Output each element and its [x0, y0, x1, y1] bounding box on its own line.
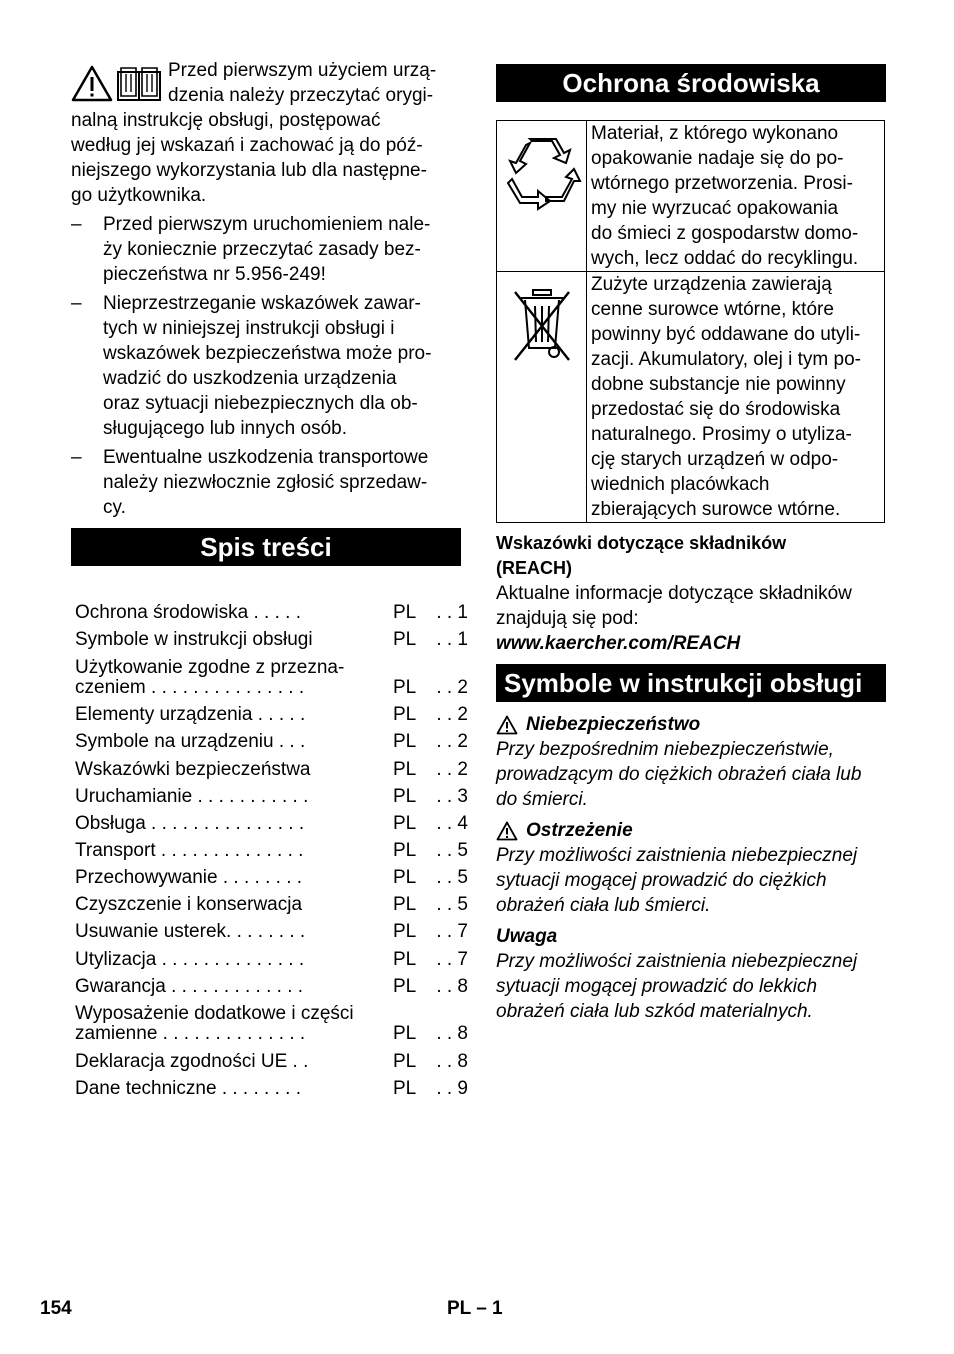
toc-entry[interactable]	[71, 657, 468, 699]
bullet-line: Nieprzestrzeganie wskazówek zawar-	[103, 293, 421, 314]
environment-line: cenne surowce wtórne, które	[591, 299, 834, 320]
toc-entry[interactable]	[71, 1051, 468, 1072]
intro-line: go użytkownika.	[71, 185, 207, 206]
table-row	[497, 272, 885, 523]
right-column	[496, 64, 886, 1024]
bullet-line: ży koniecznie przeczytać zasady bez-	[103, 239, 421, 260]
toc-entry-title: Przechowywanie . . . . . . . .	[75, 867, 303, 888]
toc-entry-lang: PL	[393, 976, 417, 997]
reach-text-line: Aktualne informacje dotyczące składników	[496, 583, 852, 604]
toc-entry[interactable]	[71, 949, 468, 970]
toc-entry-title: Utylizacja . . . . . . . . . . . . . .	[75, 949, 305, 970]
toc-entry[interactable]	[71, 813, 468, 834]
environment-line: cję starych urządzeń w odpo-	[591, 449, 839, 470]
bullet-item	[71, 212, 461, 287]
symbol-line: obrażeń ciała lub szkód materialnych.	[496, 1001, 813, 1022]
environment-line: zbierających surowce wtórne.	[591, 499, 841, 520]
toc-entry-title: Usuwanie usterek. . . . . . . .	[75, 921, 306, 942]
toc-entry-page: . . 4	[436, 813, 468, 834]
toc-entry-title: Symbole w instrukcji obsługi	[75, 629, 313, 650]
symbol-line: Przy możliwości zaistnienia niebezpiecznej	[496, 845, 858, 866]
toc-entry[interactable]	[71, 894, 468, 915]
symbol-item	[496, 818, 886, 918]
environment-line: opakowanie nadaje się do po-	[591, 148, 844, 169]
toc-entry-title: Uruchamianie . . . . . . . . . . .	[75, 786, 309, 807]
toc-entry-lang: PL	[393, 629, 417, 650]
toc-entry-page: . . 1	[436, 629, 468, 650]
symbol-line: sytuacji mogącej prowadzić do ciężkich	[496, 870, 827, 891]
recycle-icon	[502, 133, 582, 213]
warning-triangle-icon	[496, 715, 518, 735]
toc-entry-title: Symbole na urządzeniu . . .	[75, 731, 306, 752]
toc-entry-title: czeniem . . . . . . . . . . . . . . .	[75, 677, 305, 698]
toc-entry-lang: PL	[393, 1023, 417, 1044]
toc-entry[interactable]	[71, 731, 468, 752]
bullet-line: pieczeństwa nr 5.956-249!	[103, 264, 326, 285]
toc-entry-lang: PL	[393, 894, 417, 915]
toc-entry-page: . . 5	[436, 840, 468, 861]
toc-entry-page: . . 2	[436, 704, 468, 725]
left-column	[71, 58, 461, 566]
bullet-line: tych w niniejszej instrukcji obsługi i	[103, 318, 395, 339]
intro-line: Przed pierwszym użyciem urzą-	[168, 60, 437, 81]
toc-entry-title: Dane techniczne . . . . . . . .	[75, 1078, 301, 1099]
symbol-title: Ostrzeżenie	[526, 820, 633, 841]
environment-line: Materiał, z którego wykonano	[591, 123, 839, 144]
symbol-line: Przy bezpośrednim niebezpieczeństwie,	[496, 739, 834, 760]
environment-line: zacji. Akumulatory, olej i tym po-	[591, 349, 861, 370]
toc-entry-title: Deklaracja zgodności UE . .	[75, 1051, 309, 1072]
toc-entry[interactable]	[71, 602, 468, 623]
symbol-line: prowadzącym do ciężkich obrażeń ciała lub	[496, 764, 862, 785]
environment-table	[496, 120, 885, 523]
toc-entry-title: Ochrona środowiska . . . . .	[75, 602, 301, 623]
environment-line: my nie wyrzucać opakowania	[591, 198, 839, 219]
environment-line: wtórnego przetworzenia. Prosi-	[591, 173, 853, 194]
toc-entry-lang: PL	[393, 813, 417, 834]
toc-heading: Spis treści	[71, 528, 461, 566]
toc-entry-page: . . 7	[436, 921, 468, 942]
environment-icon-cell	[497, 272, 587, 523]
intro-line: niejszego wykorzystania lub dla następne-	[71, 160, 427, 181]
toc-entry[interactable]	[71, 921, 468, 942]
symbol-line: Przy możliwości zaistnienia niebezpiecznej	[496, 951, 858, 972]
toc-entry-lang: PL	[393, 921, 417, 942]
toc-entry-page: . . 8	[436, 1051, 468, 1072]
toc-entry[interactable]	[71, 1003, 468, 1045]
toc-entry[interactable]	[71, 759, 468, 780]
environment-line: dobne substancje nie powinny	[591, 374, 846, 395]
symbol-line: do śmierci.	[496, 789, 588, 810]
bullet-item	[71, 291, 461, 441]
environment-line: powinny być oddawane do utyli-	[591, 324, 861, 345]
toc-entry-title: Wyposażenie dodatkowe i części	[75, 1003, 354, 1024]
toc-entry-page: . . 2	[436, 677, 468, 698]
bullet-line: Przed pierwszym uruchomieniem nale-	[103, 214, 431, 235]
toc-entry-title: Gwarancja . . . . . . . . . . . . .	[75, 976, 304, 997]
toc-entry-lang: PL	[393, 759, 417, 780]
toc-entry-lang: PL	[393, 602, 417, 623]
toc-entry[interactable]	[71, 704, 468, 725]
warning-triangle-icon	[496, 821, 518, 841]
toc-entry-lang: PL	[393, 1078, 417, 1099]
toc-entry-lang: PL	[393, 1051, 417, 1072]
symbol-title: Niebezpieczeństwo	[526, 714, 701, 735]
environment-text-cell	[587, 121, 885, 272]
toc-entry-title: zamienne . . . . . . . . . . . . . .	[75, 1023, 306, 1044]
toc-entry-lang: PL	[393, 677, 417, 698]
toc-entry[interactable]	[71, 629, 468, 650]
table-row	[497, 121, 885, 272]
environment-line: wych, lecz oddać do recyklingu.	[591, 248, 859, 269]
environment-heading: Ochrona środowiska	[496, 64, 886, 102]
toc-entry-lang: PL	[393, 840, 417, 861]
bullet-line: cy.	[103, 497, 126, 518]
toc-entry-title: Obsługa . . . . . . . . . . . . . . .	[75, 813, 305, 834]
environment-icon-cell	[497, 121, 587, 272]
toc-entry[interactable]	[71, 786, 468, 807]
toc-entry[interactable]	[71, 840, 468, 861]
toc-entry-title: Użytkowanie zgodne z przezna-	[75, 657, 345, 678]
symbol-title: Uwaga	[496, 926, 558, 947]
bullet-dash: –	[71, 214, 82, 235]
toc-entry-lang: PL	[393, 949, 417, 970]
symbol-item	[496, 712, 886, 812]
environment-line: do śmieci z gospodarstw domo-	[591, 223, 859, 244]
environment-line: Zużyte urządzenia zawierają	[591, 274, 832, 295]
intro-line: dzenia należy przeczytać orygi-	[168, 85, 434, 106]
environment-line: wiednich placówkach	[591, 474, 770, 495]
symbol-line: obrażeń ciała lub śmierci.	[496, 895, 711, 916]
toc-entry-page: . . 8	[436, 976, 468, 997]
bullet-line: należy niezwłocznie zgłosić sprzedaw-	[103, 472, 428, 493]
reach-heading-line: (REACH)	[496, 558, 572, 578]
reach-heading	[496, 531, 886, 581]
environment-text-cell	[587, 272, 885, 523]
toc-entry-page: . . 5	[436, 894, 468, 915]
toc-entry-page: . . 1	[436, 602, 468, 623]
toc-entry-title: Czyszczenie i konserwacja	[75, 894, 303, 915]
toc-entry-lang: PL	[393, 704, 417, 725]
bullet-line: Ewentualne uszkodzenia transportowe	[103, 447, 429, 468]
toc-entry-title: Wskazówki bezpieczeństwa	[75, 759, 311, 780]
toc-entry-page: . . 3	[436, 786, 468, 807]
toc-entry[interactable]	[71, 867, 468, 888]
bullet-dash: –	[71, 447, 82, 468]
bullet-line: sługującego lub innych osób.	[103, 418, 348, 439]
toc-entry-page: . . 9	[436, 1078, 468, 1099]
symbol-item	[496, 924, 886, 1024]
toc-entry[interactable]	[71, 976, 468, 997]
reach-heading-line: Wskazówki dotyczące składników	[496, 533, 787, 553]
toc-entry-title: Elementy urządzenia . . . . .	[75, 704, 306, 725]
toc-entry[interactable]	[71, 1078, 468, 1099]
toc-entry-page: . . 2	[436, 759, 468, 780]
toc-entry-page: . . 8	[436, 1023, 468, 1044]
language-page-label: PL – 1	[447, 1298, 503, 1319]
reach-text	[496, 581, 886, 631]
bullet-line: oraz sytuacji niebezpiecznych dla ob-	[103, 393, 418, 414]
toc-entry-page: . . 5	[436, 867, 468, 888]
bullet-dash: –	[71, 293, 82, 314]
environment-line: przedostać się do środowiska	[591, 399, 841, 420]
bullet-line: wadzić do uszkodzenia urządzenia	[103, 368, 397, 389]
toc-entry-page: . . 2	[436, 731, 468, 752]
crossed-bin-icon	[511, 286, 573, 364]
page-number: 154	[40, 1298, 72, 1319]
reach-text-line: znajdują się pod:	[496, 608, 639, 629]
intro-line: według jej wskazań i zachować ją do póź-	[71, 135, 423, 156]
symbol-line: sytuacji mogącej prowadzić do lekkich	[496, 976, 818, 997]
symbols-heading: Symbole w instrukcji obsługi	[496, 664, 886, 702]
toc-entry-lang: PL	[393, 867, 417, 888]
environment-line: naturalnego. Prosimy o utyliza-	[591, 424, 852, 445]
toc-entry-lang: PL	[393, 786, 417, 807]
warning-and-manual-icon	[71, 64, 163, 104]
intro-line: nalną instrukcję obsługi, postępować	[71, 110, 381, 131]
reach-url-link[interactable]: www.kaercher.com/REACH	[496, 633, 741, 654]
bullet-item	[71, 445, 461, 520]
toc-entry-page: . . 7	[436, 949, 468, 970]
bullet-line: wskazówek bezpieczeństwa może pro-	[103, 343, 432, 364]
toc-entry-lang: PL	[393, 731, 417, 752]
toc-entry-title: Transport . . . . . . . . . . . . . .	[75, 840, 304, 861]
